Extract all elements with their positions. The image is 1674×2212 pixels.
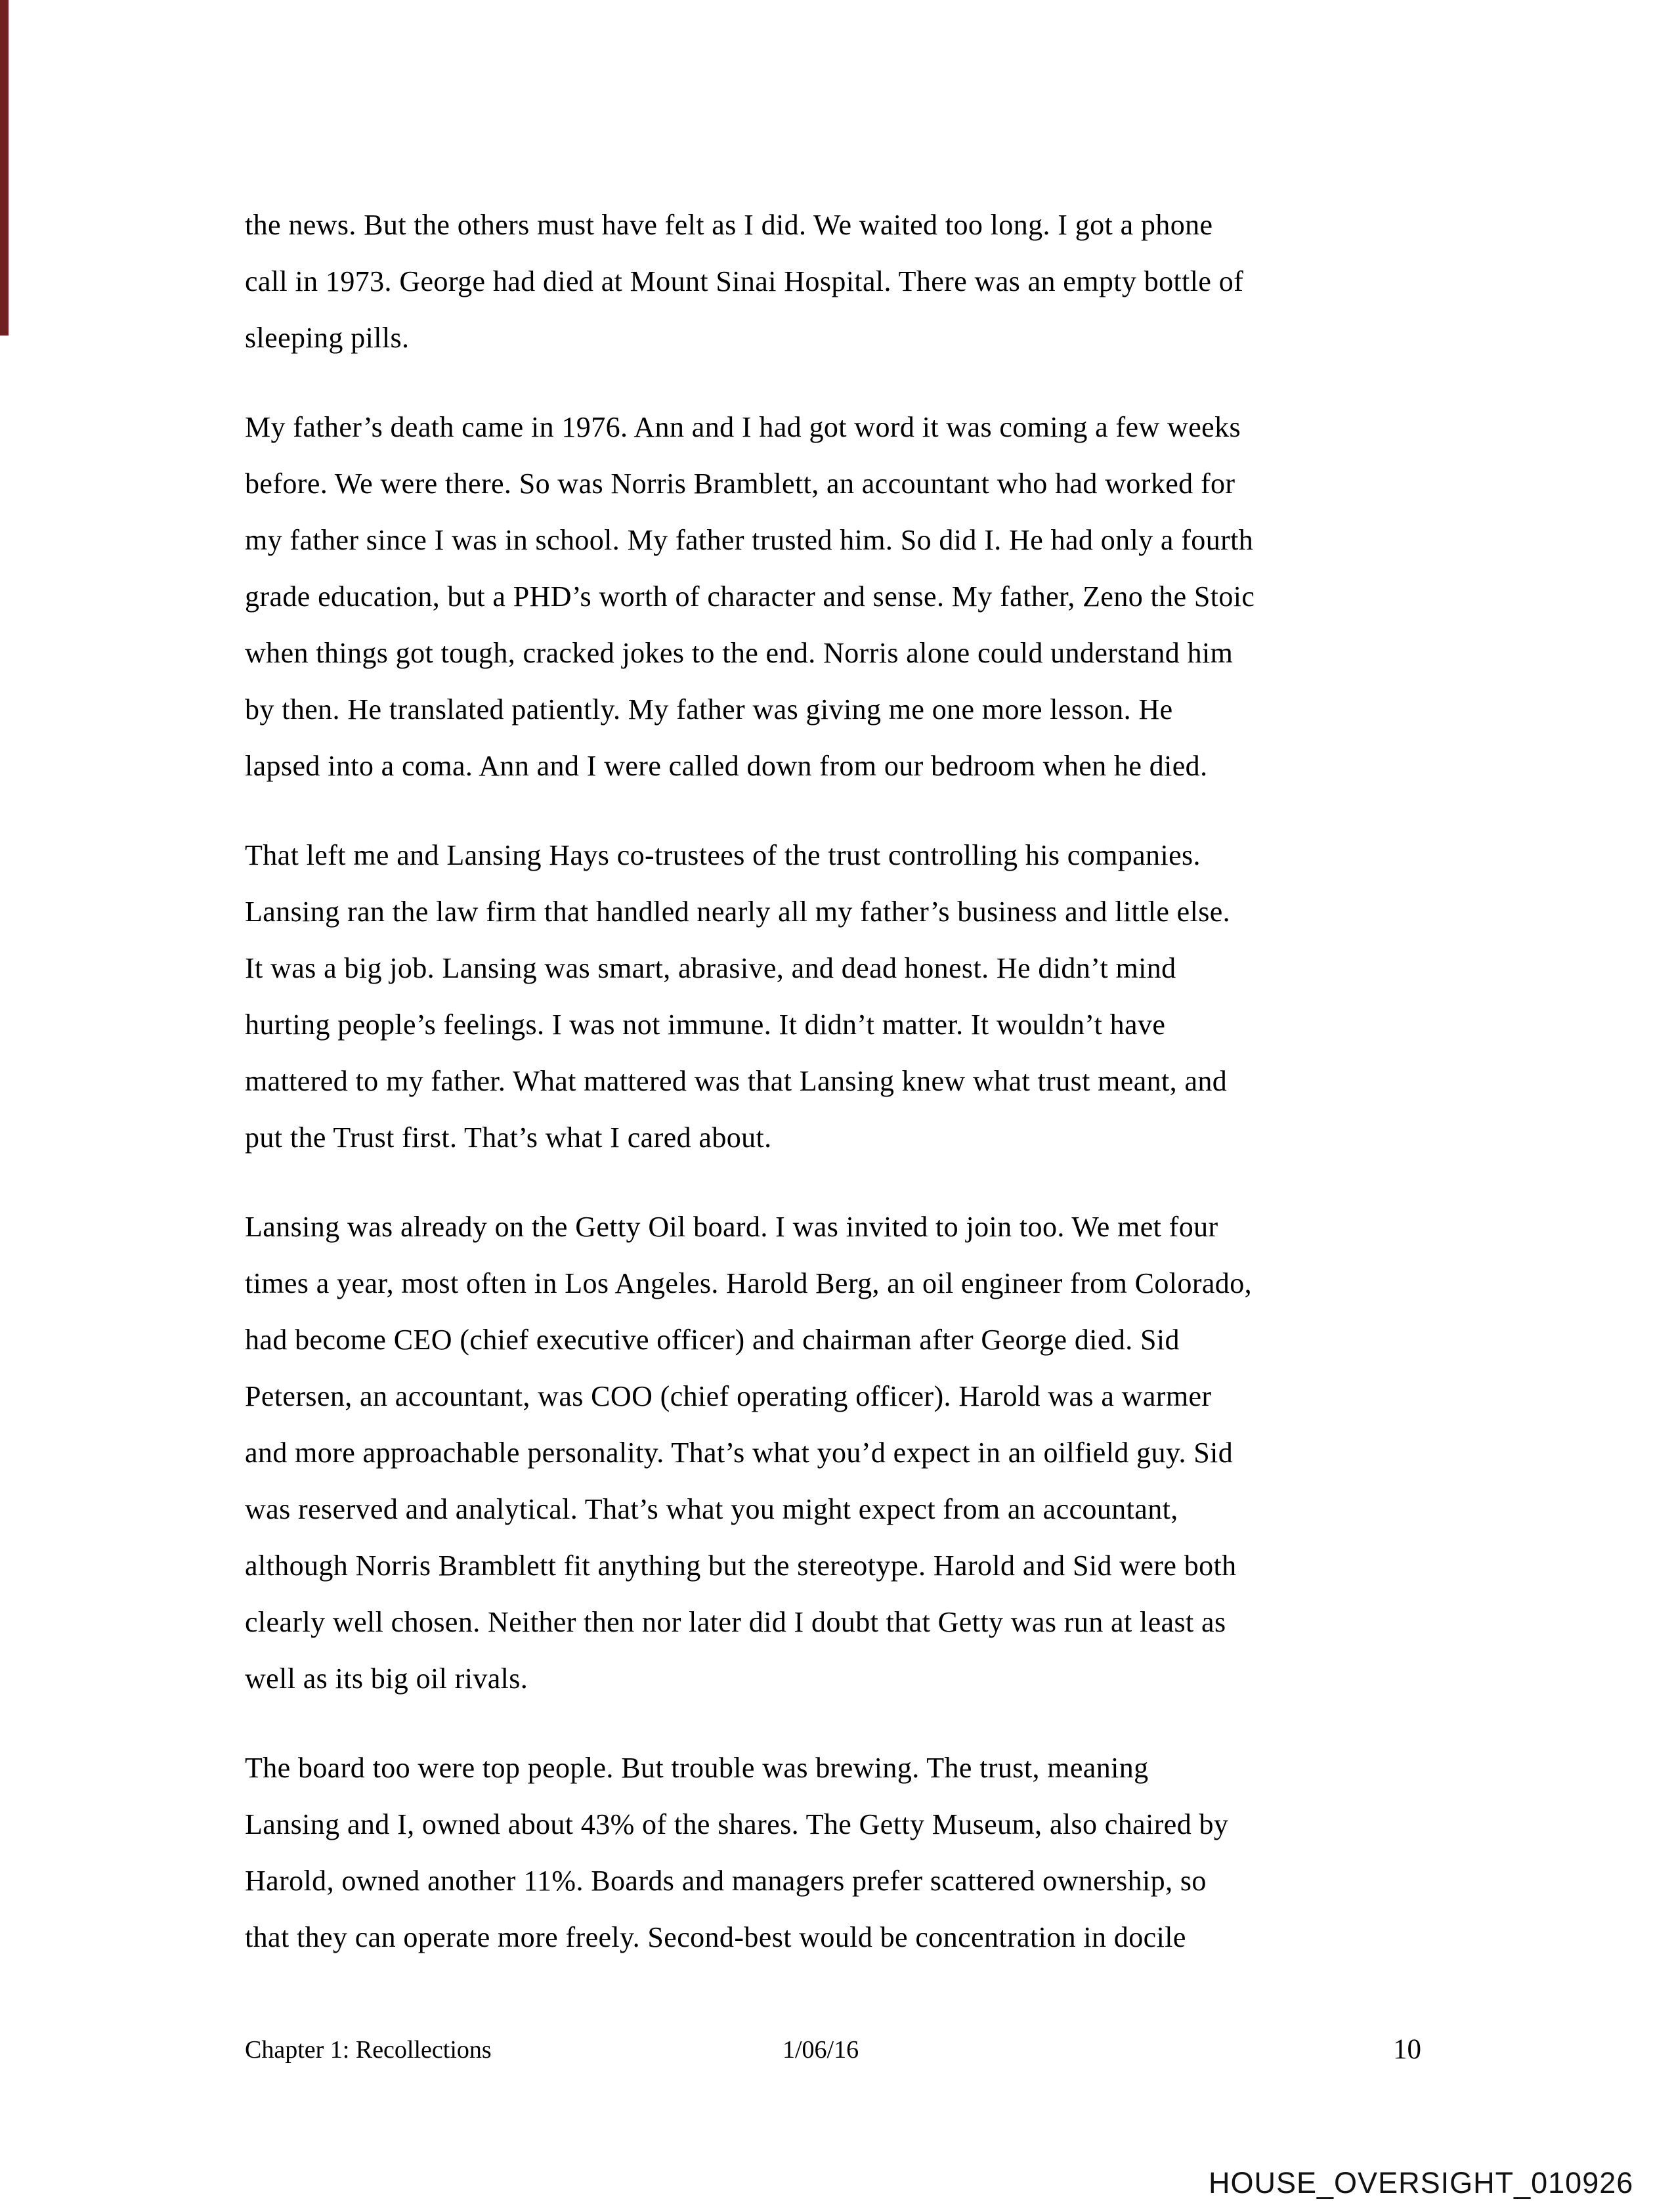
text-line: although Norris Bramblett fit anything but the stereotype. Harold and Sid were both <box>245 1550 1237 1582</box>
paragraph <box>245 197 1472 366</box>
text-line: Petersen, an accountant, was COO (chief operating officer). Harold was a warmer <box>245 1380 1212 1412</box>
text-line: before. We were there. So was Norris Bramblett, an accountant who had worked for <box>245 467 1235 500</box>
text-line: was reserved and analytical. That’s what you might expect from an accountant, <box>245 1493 1178 1525</box>
text-line: my father since I was in school. My father trusted him. So did I. He had only a fourth <box>245 524 1254 556</box>
text-line: grade education, but a PHD’s worth of character and sense. My father, Zeno the Stoic <box>245 580 1255 613</box>
text-line: well as its big oil rivals. <box>245 1662 528 1695</box>
text-line: sleeping pills. <box>245 322 410 354</box>
page-footer <box>0 2034 1674 2073</box>
text-line: The board too were top people. But trouble was brewing. The trust, meaning <box>245 1752 1149 1784</box>
footer-chapter-label: Chapter 1: Recollections <box>245 2036 492 2064</box>
body-text <box>245 197 1472 1999</box>
text-line: It was a big job. Lansing was smart, abrasive, and dead honest. He didn’t mind <box>245 952 1176 984</box>
text-line: that they can operate more freely. Second-best would be concentration in docile <box>245 1921 1186 1953</box>
text-line: and more approachable personality. That’s what you’d expect in an oilfield guy. Sid <box>245 1437 1234 1469</box>
text-line: Harold, owned another 11%. Boards and managers prefer scattered ownership, so <box>245 1865 1207 1897</box>
paragraph <box>245 1199 1472 1707</box>
text-line: That left me and Lansing Hays co-trustees of the trust controlling his companies. <box>245 839 1201 871</box>
text-line: Lansing and I, owned about 43% of the shares. The Getty Museum, also chaired by <box>245 1808 1229 1840</box>
text-line: hurting people’s feelings. I was not immune. It didn’t matter. It wouldn’t have <box>245 1008 1166 1041</box>
paragraph <box>245 1740 1472 1966</box>
text-line: lapsed into a coma. Ann and I were called down from our bedroom when he died. <box>245 750 1208 782</box>
paragraph <box>245 399 1472 794</box>
footer-page-number: 10 <box>1393 2034 1421 2065</box>
left-edge-red-mark <box>0 0 9 336</box>
text-line: My father’s death came in 1976. Ann and I had got word it was coming a few weeks <box>245 411 1241 443</box>
text-line: by then. He translated patiently. My father was giving me one more lesson. He <box>245 693 1173 726</box>
text-line: Lansing was already on the Getty Oil board. I was invited to join too. We met four <box>245 1211 1218 1243</box>
footer-date: 1/06/16 <box>783 2036 859 2064</box>
text-line: mattered to my father. What mattered was that Lansing knew what trust meant, and <box>245 1065 1228 1097</box>
bates-stamp: HOUSE_OVERSIGHT_010926 <box>1209 2166 1634 2200</box>
text-line: times a year, most often in Los Angeles. Harold Berg, an oil engineer from Colorado, <box>245 1267 1253 1299</box>
text-line: clearly well chosen. Neither then nor later did I doubt that Getty was run at least as <box>245 1606 1226 1638</box>
text-line: put the Trust first. That’s what I cared about. <box>245 1121 772 1154</box>
text-line: Lansing ran the law firm that handled nearly all my father’s business and little else. <box>245 896 1231 928</box>
text-line: the news. But the others must have felt as I did. We waited too long. I got a phone <box>245 209 1213 241</box>
paragraph <box>245 827 1472 1166</box>
text-line: call in 1973. George had died at Mount Sinai Hospital. There was an empty bottle of <box>245 265 1244 297</box>
text-line: had become CEO (chief executive officer) and chairman after George died. Sid <box>245 1324 1180 1356</box>
text-line: when things got tough, cracked jokes to the end. Norris alone could understand him <box>245 637 1234 669</box>
